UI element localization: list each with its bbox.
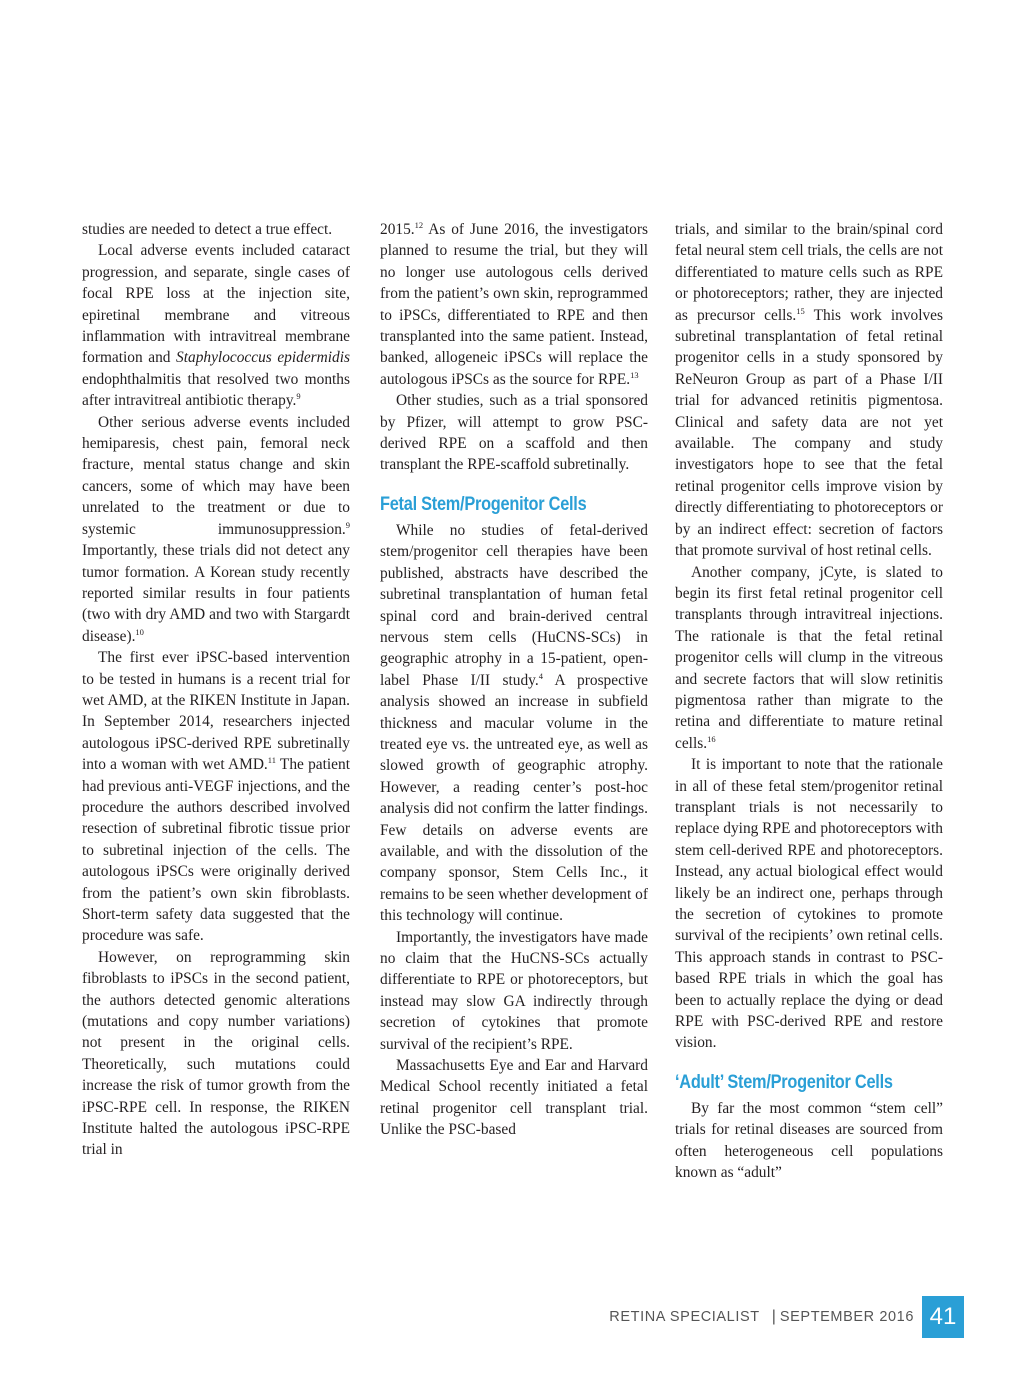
reference-marker: 9 (345, 519, 350, 530)
paragraph: However, on reprogramming skin fibroblasts to iPSCs in the second patient, the authors detected genomic alterations (mutations and copy number variations) not present in the original cells. Theoretically, such mutations could increase the risk of tumor growth from the iPSC-RPE cell. In response, the RIKEN Institute halted the autologous iPSC-RPE trial in (82, 948, 350, 1159)
paragraph: Other studies, such as a trial sponsored by Pfizer, will attempt to grow PSC-derived RPE on a scaffold and then transplant the RPE-scaffold subretinally. (380, 392, 648, 474)
publication-name: RETINA SPECIALIST (609, 1309, 760, 1325)
issue-date: SEPTEMBER 2016 (779, 1309, 914, 1325)
organism-name: Staphylococcus epidermidis (176, 349, 350, 367)
article-column-3 (675, 219, 943, 1183)
article-column-2 (380, 219, 648, 1141)
paragraph: The first ever iPSC-based intervention to be tested in humans is a recent trial for wet AMD, at the RIKEN Institute in Japan. In September 2014, researchers injected autologous iPSC-derived RPE subretinally into a woman with wet AMD.$^{11}$ The patient had previous anti-VEGF injections, and the procedure the authors described involved resection of subretinal fibrotic tissue prior to subretinal injection of the cells. The autologous iPSCs were originally derived from the patient’s own skin fibroblasts. Short-term safety data suggested that the procedure was safe. (82, 649, 350, 945)
reference-marker: 4 (538, 670, 543, 681)
reference-marker: 16 (707, 733, 716, 744)
section-heading-adult: ‘Adult’ Stem/Progenitor Cells (675, 1071, 893, 1093)
reference-marker: 9 (296, 391, 301, 402)
paragraph: Local adverse events included cataract progression, and separate, single cases of focal RPE loss at the injection site, epiretinal membrane and vitreous inflammation with intravitreal membrane formation and Staphylococcus epidermidis endophthalmitis that resolved two months after intravitreal antibiotic therapy.$^9$ (82, 242, 350, 410)
paragraph: It is important to note that the rationale in all of these fetal stem/progenitor retinal transplant trials is not necessarily to replace dying RPE and photoreceptors with stem cell-derived RPE and photoreceptors. Instead, any actual biological effect would likely be an indirect one, perhaps through the secretion of cytokines to promote survival of the recipients’ own retinal cells. This approach stands in contrast to PSC-based RPE trials in which the goal has been to actually replace the dying or dead RPE with PSC-derived RPE and restore vision. (675, 756, 943, 1052)
paragraph: Another company, jCyte, is slated to begin its first fetal retinal progenitor cell transplants through intravitreal injections. The rationale is that the fetal retinal progenitor cells will clump in the vitreous and secrete factors that will slow retinitis pigmentosa rather than migrate to the retina and differentiate to mature retinal cells.$^{16}$ (675, 563, 943, 752)
paragraph: studies are needed to detect a true effect. (82, 221, 333, 238)
reference-marker: 13 (630, 369, 639, 380)
article-column-1 (82, 219, 350, 1161)
section-heading-fetal: Fetal Stem/Progenitor Cells (380, 493, 587, 515)
paragraph: By far the most common “stem cell” trials for retinal diseases are sourced from often heterogeneous cell populations known as “adult” (675, 1099, 943, 1182)
reference-marker: 12 (414, 220, 424, 230)
paragraph: Importantly, the investigators have made no claim that the HuCNS-SCs actually differentiate to RPE or photoreceptors, but instead may slow GA indirectly through secretion of cytokines that promote survival of the recipient’s RPE. (380, 928, 648, 1053)
page-footer (609, 1296, 964, 1338)
paragraph: Massachusetts Eye and Ear and Harvard Medical School recently initiated a fetal retinal progenitor cell transplant trial. Unlike the PSC-based (380, 1057, 648, 1139)
page-number: 41 (922, 1296, 964, 1338)
reference-marker: 11 (267, 755, 276, 766)
paragraph: 2015.12 As of June 2016, the investigators planned to resume the trial, but they will no longer use autologous cells derived from the patient’s own skin, reprogrammed to iPSCs, differentiated to RPE and then transplanted into the same patient. Instead, banked, allogeneic iPSCs will replace the autologous iPSCs as the source for RPE.$^{13}$ (380, 220, 648, 388)
paragraph: While no studies of fetal-derived stem/progenitor cell therapies have been published, abstracts have described the subretinal transplantation of human fetal spinal cord and brain-derived central nervous stem cells (HuCNS-SCs) in geographic atrophy in a 15-patient, open-label Phase I/II study.$^4$ A prospective analysis showed an increase in subfield thickness and macular volume in the treated eye vs. the untreated eye, as well as slowed growth of geographic atrophy. However, a reading center’s post-hoc analysis did not confirm the latter findings. Few details on adverse events are available, and with the dissolution of the company sponsor, Stem Cells Inc., it remains to be seen whether development of this technology will continue. (380, 521, 648, 925)
reference-marker: 15 (796, 305, 805, 316)
footer-separator: | (771, 1308, 776, 1325)
reference-marker: 10 (135, 626, 144, 637)
paragraph: trials, and similar to the brain/spinal cord fetal neural stem cell trials, the cells are not differentiated to mature cells such as RPE or photoreceptors; rather, they are injected as precursor cells.$^{15}$ This work involves subretinal transplantation of fetal retinal progenitor cells in a study sponsored by ReNeuron Group as part of a Phase I/II trial for advanced retinitis pigmentosa. Clinical and safety data are not yet available. The company and study investigators hope to see that the fetal retinal progenitor cells improve vision by directly differentiating to photoreceptors or by an indirect effect: secretion of factors that promote survival of host retinal cells. (675, 221, 943, 560)
paragraph: Other serious adverse events included hemiparesis, chest pain, femoral neck fracture, mental status change and skin cancers, some of which may have been unrelated to the treatment or due to systemic immunosuppression.$^9$ Importantly, these trials did not detect any tumor formation. A Korean study recently reported similar results in four patients (two with dry AMD and two with Stargardt disease).$^{10}$ (82, 413, 350, 645)
